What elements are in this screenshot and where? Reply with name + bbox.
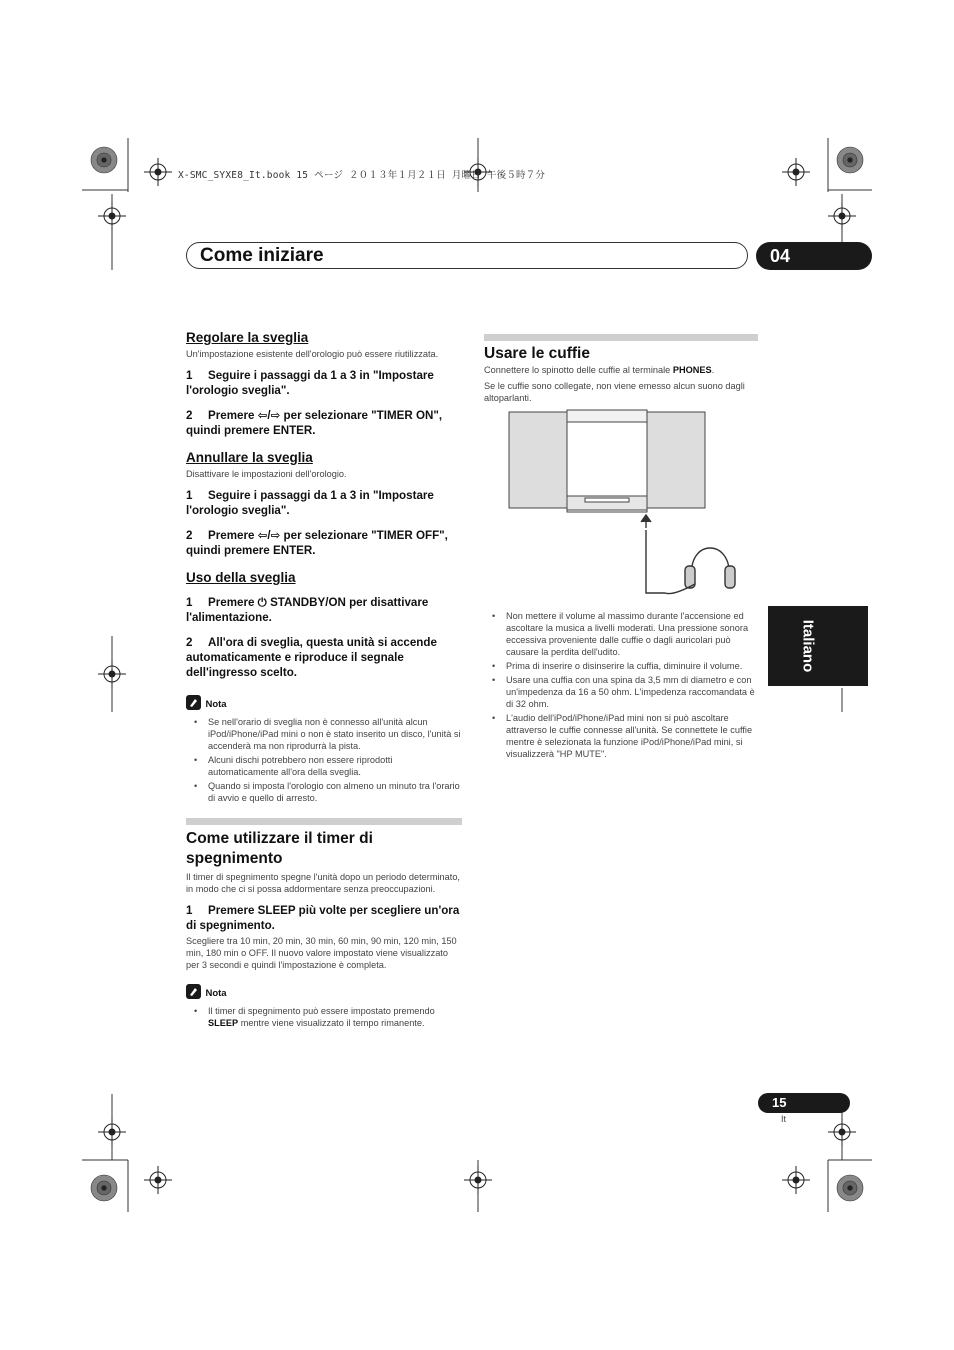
section-title-cuffie: Usare le cuffie: [484, 345, 590, 362]
section-intro-regolare: Un'impostazione esistente dell'orologio può essere riutilizzata.: [186, 349, 439, 359]
note-label: Nota: [205, 988, 227, 999]
step-timer-1: 1 Premere SLEEP più volte per scegliere un'ora di spegnimento.: [186, 904, 460, 932]
section-intro-annullare: Disattivare le impostazioni dell'orologio.: [186, 469, 347, 479]
section-title-annullare: Annullare la sveglia: [186, 450, 313, 465]
cuffie-para-1: Connettere lo spinotto delle cuffie al terminale PHONES.: [484, 365, 715, 375]
list-item: • Quando si imposta l'orologio con almeno un minuto tra l'orario di avvio e quello di arresto.: [186, 780, 462, 804]
headphones-connection-illustration: [505, 408, 745, 608]
left-right-arrows-icon: ⇦/⇨: [257, 529, 281, 542]
list-item: • Il timer di spegnimento può essere impostato premendo SLEEP mentre viene visualizzato il tempo rimanente.: [186, 1005, 462, 1029]
pencil-note-icon: [186, 984, 201, 999]
step-regolare-1: 1 Seguire i passaggi da 1 a 3 in "Impostare l'orologio sveglia".: [186, 369, 434, 397]
list-item: • L'audio dell'iPod/iPhone/iPad mini non si può ascoltare attraverso le cuffie connesse all'unità. Se connettete le cuffie mentre è selezionata la funzione iPod/iPhone/iPad mini, si visualizzerà "HP MUTE".: [484, 712, 760, 760]
language-tab-label: Italiano: [799, 619, 817, 673]
cuffie-notes: [484, 610, 760, 762]
list-item: • Se nell'orario di sveglia non è connesso all'unità alcun iPod/iPhone/iPad mini o non è stato inserito un disco, l'unità si accenderà ma non riprodurrà la pista.: [186, 716, 462, 752]
chapter-number: 04: [756, 242, 872, 270]
left-right-arrows-icon: ⇦/⇨: [257, 409, 281, 422]
step-annullare-2: 2 Premere ⇦/⇨ per selezionare "TIMER OFF", quindi premere ENTER.: [186, 529, 448, 557]
cuffie-para-2: Se le cuffie sono collegate, non viene emesso alcun suono dagli altoparlanti.: [484, 381, 745, 403]
pencil-note-icon: [186, 695, 201, 710]
page-number: 15: [758, 1093, 850, 1113]
section-divider: [186, 818, 462, 825]
list-item: • Alcuni dischi potrebbero non essere riprodotti automaticamente all'ora della sveglia.: [186, 754, 462, 778]
note-block-timer: [186, 983, 462, 1029]
timer-detail: Scegliere tra 10 min, 20 min, 30 min, 60 min, 90 min, 120 min, 150 min, 180 min o OFF. Il nuovo valore impostato viene visualizzato per 3 secondi e quindi l'impostazione è completa.: [186, 936, 457, 970]
chapter-title: Come iniziare: [200, 245, 324, 266]
right-column: [484, 334, 758, 404]
step-annullare-1: 1 Seguire i passaggi da 1 a 3 in "Impostare l'orologio sveglia".: [186, 489, 434, 517]
left-column: [186, 330, 462, 1031]
print-header: X-SMC_SYXE8_It.book 15 ページ ２０１３年１月２１日 月曜日 午後５時７分: [178, 170, 546, 181]
language-tab: [768, 606, 868, 686]
step-uso-1: 1 Premere ⏻ STANDBY/ON per disattivare l'alimentazione.: [186, 596, 429, 624]
section-title-uso: Uso della sveglia: [186, 570, 296, 585]
list-item: • Non mettere il volume al massimo durante l'accensione ed ascoltare la musica a livelli moderati. Una pressione sonora eccessiva proveniente dalle cuffie o dagli auricolari può causare la perdita dell'udito.: [484, 610, 760, 658]
section-divider: [484, 334, 758, 341]
list-item: • Prima di inserire o disinserire la cuffia, diminuire il volume.: [484, 660, 760, 672]
note-label: Nota: [205, 699, 227, 710]
power-icon: ⏻: [257, 596, 267, 609]
section-title-timer: Come utilizzare il timer di spegnimento: [186, 830, 373, 867]
step-uso-2: 2 All'ora di sveglia, questa unità si accende automaticamente e riproduce il segnale dell'ingresso scelto.: [186, 636, 437, 679]
section-title-regolare: Regolare la sveglia: [186, 330, 309, 345]
note-block-uso: [186, 694, 462, 804]
section-intro-timer: Il timer di spegnimento spegne l'unità dopo un periodo determinato, in modo che ci si possa addormentare senza preoccupazioni.: [186, 872, 460, 894]
list-item: • Usare una cuffia con una spina da 3,5 mm di diametro e con un'impedenza da 16 a 50 ohm. L'impedenza raccomandata è di 32 ohm.: [484, 674, 760, 710]
step-regolare-2: 2 Premere ⇦/⇨ per selezionare "TIMER ON", quindi premere ENTER.: [186, 409, 443, 437]
page-language-code: It: [781, 1114, 787, 1124]
